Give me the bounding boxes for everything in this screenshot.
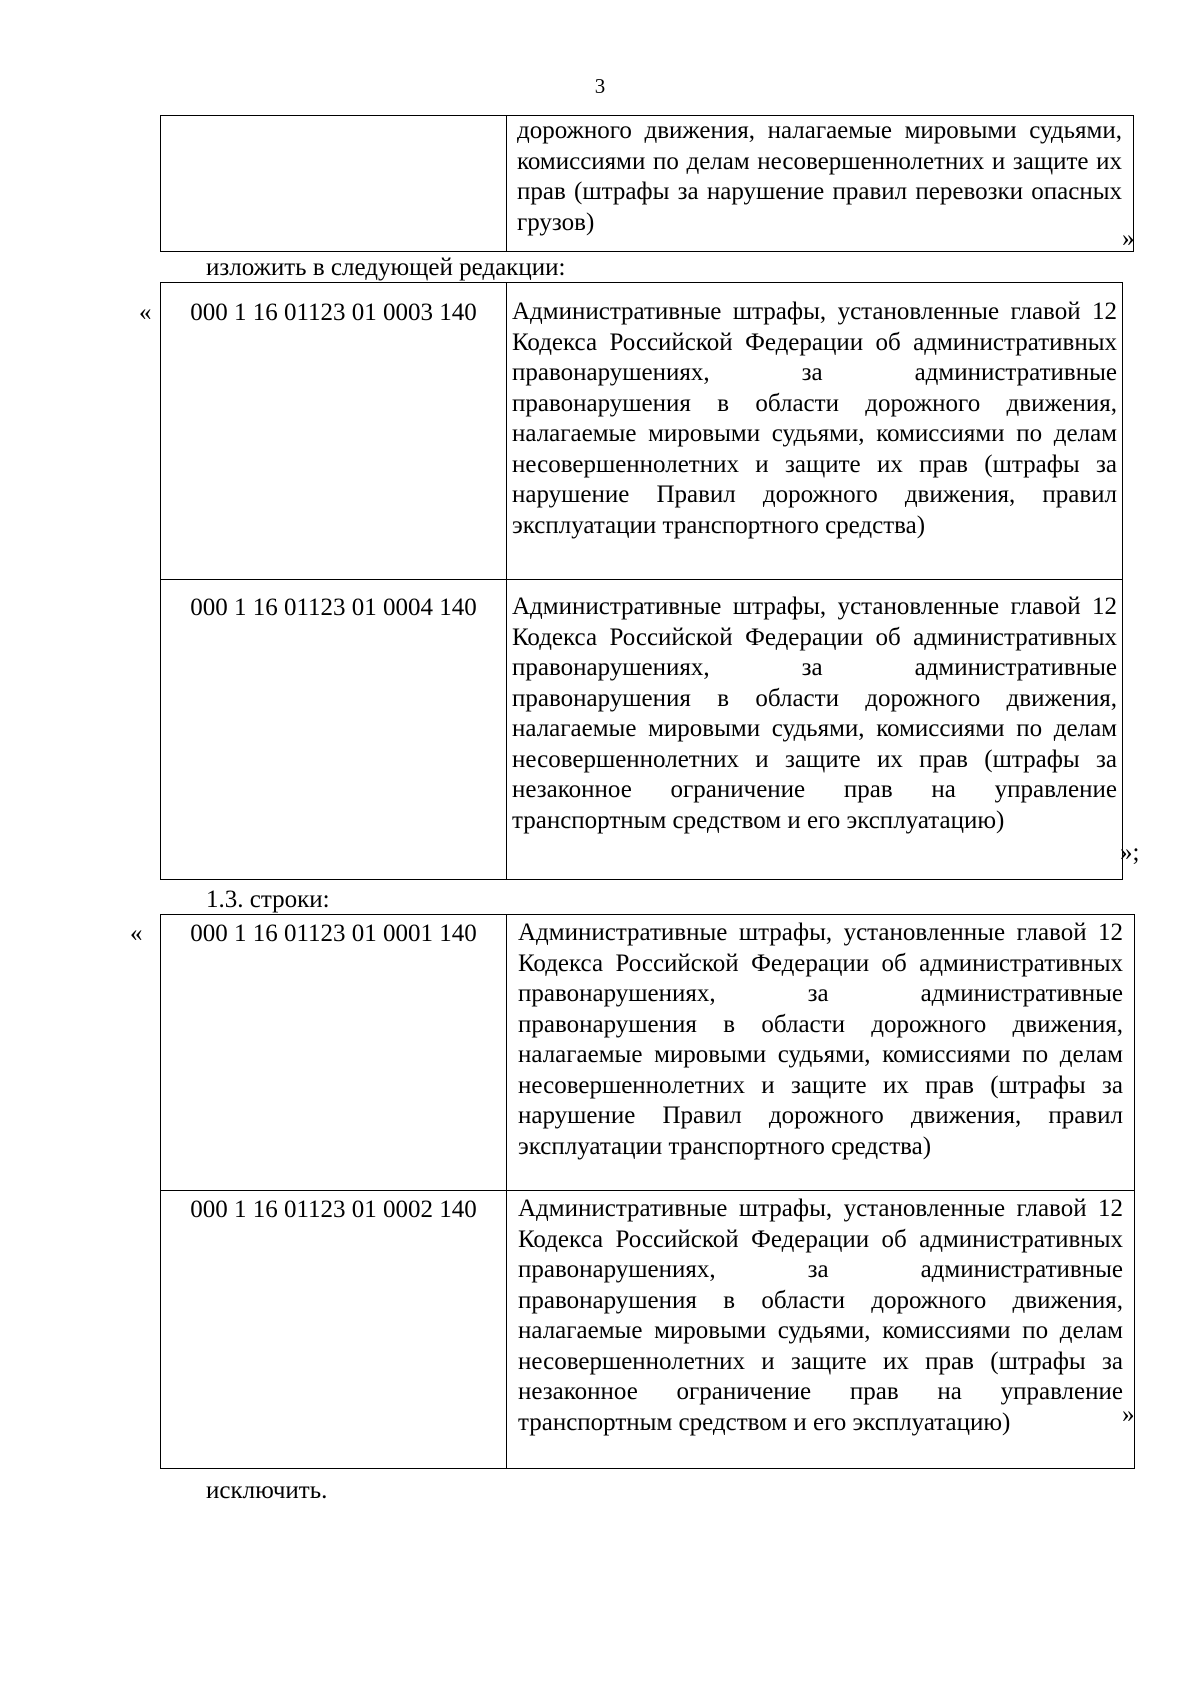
code-cell [161,116,507,252]
closing-quote: » [1122,225,1135,252]
description-cell [507,580,1123,880]
page-number: 3 [594,74,606,98]
budget-code: 000 1 16 01123 01 0004 140 [190,594,477,621]
description-cell [507,1191,1135,1469]
row-description: дорожного движения, налагаемые мировыми судьями, комиссиями по делам несовершеннолетних и защите их прав (штрафы за нарушение правил перевозки опасных грузов) [517,117,1122,236]
budget-code: 000 1 16 01123 01 0001 140 [190,920,477,947]
paragraph-section-1-3: 1.3. строки: [206,886,330,913]
paragraph-new-wording: изложить в следующей редакции: [206,254,566,281]
table-row [161,283,1123,580]
opening-quote: « [130,920,143,947]
row-description: Административные штрафы, установленные главой 12 Кодекса Российской Федерации об административных правонарушениях, за административные правонарушения в области дорожного движения, налагаемые мировыми судьями, комиссиями по делам несовершеннолетних и защите их прав (штрафы за незаконное ограничение прав на управление транспортным средством и его эксплуатацию) [512,593,1117,834]
description-cell [507,915,1135,1191]
code-cell [161,283,507,580]
table-row [161,915,1135,1191]
paragraph-exclude: исключить. [206,1477,328,1504]
code-cell [161,580,507,880]
code-cell [161,915,507,1191]
closing-quote-semicolon: »; [1120,839,1140,866]
row-description: Административные штрафы, установленные главой 12 Кодекса Российской Федерации об административных правонарушениях, за административные правонарушения в области дорожного движения, налагаемые мировыми судьями, комиссиями по делам несовершеннолетних и защите их прав (штрафы за незаконное ограничение прав на управление транспортным средством и его эксплуатацию) [518,1195,1123,1436]
row-description: Административные штрафы, установленные главой 12 Кодекса Российской Федерации об административных правонарушениях, за административные правонарушения в области дорожного движения, налагаемые мировыми судьями, комиссиями по делам несовершеннолетних и защите их прав (штрафы за нарушение Правил дорожного движения, правил эксплуатации транспортного средства) [518,919,1123,1160]
table-row [161,580,1123,880]
opening-quote: « [139,299,152,326]
table-excluded-rows [160,914,1135,1469]
table-new-wording [160,282,1123,880]
table-row [161,116,1134,252]
table-continuation [160,115,1134,252]
budget-code: 000 1 16 01123 01 0002 140 [190,1196,477,1223]
table-row [161,1191,1135,1469]
code-cell [161,1191,507,1469]
budget-code [161,116,506,117]
description-cell [507,116,1134,252]
budget-code: 000 1 16 01123 01 0003 140 [190,299,477,326]
closing-quote: » [1122,1401,1135,1428]
description-cell [507,283,1123,580]
row-description: Административные штрафы, установленные главой 12 Кодекса Российской Федерации об административных правонарушениях, за административные правонарушения в области дорожного движения, налагаемые мировыми судьями, комиссиями по делам несовершеннолетних и защите их прав (штрафы за нарушение Правил дорожного движения, правил эксплуатации транспортного средства) [512,298,1117,539]
